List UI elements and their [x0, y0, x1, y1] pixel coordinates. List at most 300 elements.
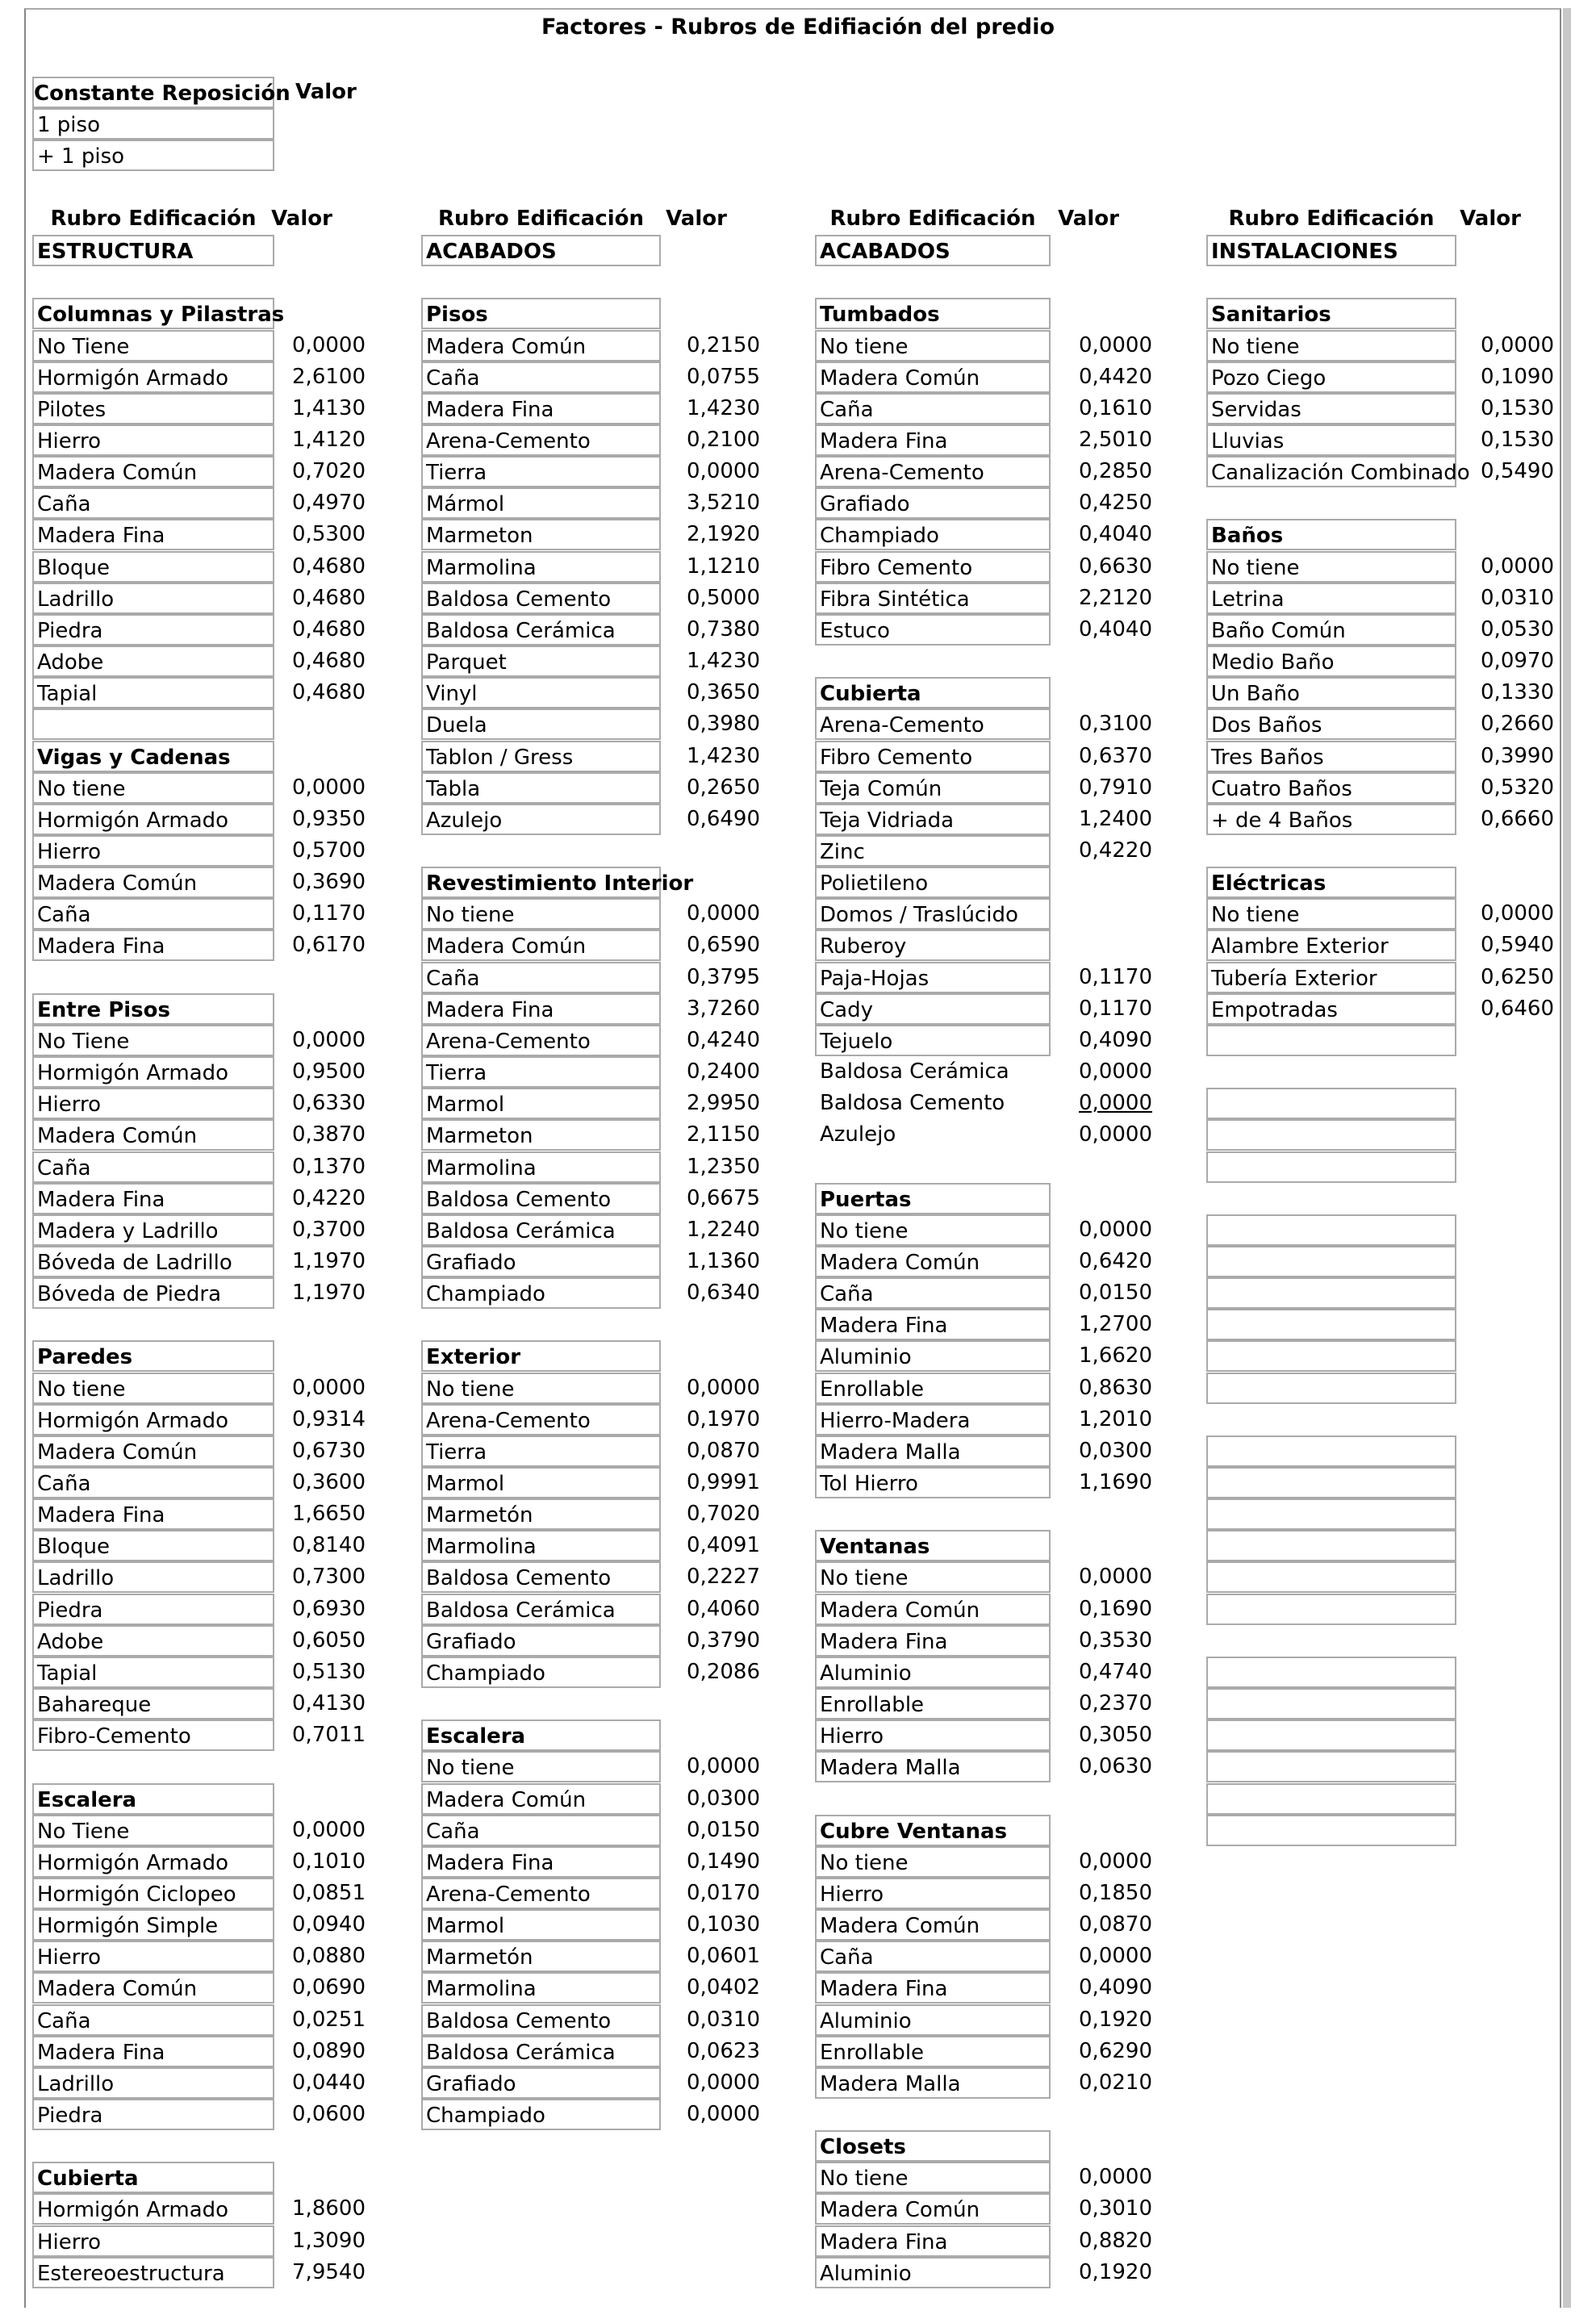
empty-cell: [1206, 1373, 1456, 1404]
table-row-label: Madera Común: [421, 930, 661, 961]
table-row-value: 0,0630: [1079, 1754, 1152, 1778]
empty-cell: [1206, 1530, 1456, 1561]
category-acabados: ACABADOS: [815, 235, 1051, 266]
table-row-label: Marmol: [421, 1467, 661, 1498]
section-sanitarios: Sanitarios: [1206, 298, 1456, 329]
empty-cell: [1206, 1783, 1456, 1815]
constante-row-1: 1 piso: [32, 108, 274, 140]
table-row-label: Hierro-Madera: [815, 1404, 1051, 1435]
table-row-value: 0,4040: [1079, 522, 1152, 546]
table-row-value: 0,1530: [1481, 396, 1554, 420]
empty-cell: [1206, 1025, 1456, 1056]
empty-cell: [1206, 1688, 1456, 1720]
table-row-value: 1,2350: [687, 1155, 760, 1179]
table-row-value: 0,2227: [687, 1565, 760, 1589]
table-row-value: 0,6630: [1079, 554, 1152, 579]
table-row-label: Arena-Cemento: [815, 708, 1051, 740]
table-row-label: Pozo Ciego: [1206, 361, 1456, 393]
table-row-value: 1,1970: [292, 1281, 366, 1305]
table-row-label: Hormigón Armado: [32, 1056, 274, 1088]
table-row-value: 0,1690: [1079, 1597, 1152, 1621]
table-row-label: Madera Común: [815, 361, 1051, 393]
table-row-value: 1,2400: [1079, 807, 1152, 831]
table-row-label: Marmol: [421, 1909, 661, 1941]
table-row-label: Enrollable: [815, 2036, 1051, 2067]
table-row-value: 0,0000: [1079, 1849, 1152, 1874]
table-row-value: 0,3010: [1079, 2196, 1152, 2221]
table-row-value: 0,0300: [687, 1786, 760, 1811]
table-row-value: 0,2150: [687, 333, 760, 357]
table-row-label: Arena-Cemento: [421, 1404, 661, 1435]
table-row-label: Tablon / Gress: [421, 741, 661, 772]
table-row-value: 0,5000: [687, 586, 760, 610]
table-row-label: Madera Común: [32, 1119, 274, 1151]
table-row-label: No tiene: [815, 2162, 1051, 2193]
table-row-value: 0,3530: [1079, 1628, 1152, 1653]
table-row-value: 3,7260: [687, 997, 760, 1021]
empty-cell: [1206, 1815, 1456, 1846]
table-row-value: 0,6050: [292, 1628, 366, 1653]
table-row-label: Servidas: [1206, 393, 1456, 424]
table-row-value: 0,4090: [1079, 1975, 1152, 2000]
table-row-value: 0,1170: [1079, 965, 1152, 989]
section-paredes: Paredes: [32, 1340, 274, 1372]
table-row-value: 0,2086: [687, 1660, 760, 1684]
table-row-value: 0,0170: [687, 1881, 760, 1905]
section-electricas: Eléctricas: [1206, 867, 1456, 898]
table-row-value: 0,6675: [687, 1186, 760, 1210]
table-row-label: Letrina: [1206, 583, 1456, 614]
table-row-label: Grafiado: [421, 1246, 661, 1277]
column-header-valor: Valor: [271, 207, 332, 231]
table-row-value: 0,0870: [1079, 1912, 1152, 1937]
table-row-value: 1,2010: [1079, 1407, 1152, 1431]
table-row-label: No tiene: [815, 1561, 1051, 1593]
table-row-value: 0,6490: [687, 807, 760, 831]
table-row-value: 0,7300: [292, 1565, 366, 1589]
table-row-value: 0,4680: [292, 617, 366, 641]
table-row-label: Caña: [32, 2004, 274, 2036]
table-row-value: 1,3090: [292, 2229, 366, 2253]
table-row-label: Tubería Exterior: [1206, 962, 1456, 993]
table-row-value: 0,0000: [1481, 901, 1554, 926]
table-row-value: 0,2850: [1079, 459, 1152, 483]
table-row-value: 0,7011: [292, 1723, 366, 1747]
table-row-label: Fibra Sintética: [815, 583, 1051, 614]
table-row-value: 0,0880: [292, 1944, 366, 1968]
table-row-value: 0,1920: [1079, 2260, 1152, 2284]
table-row-value: 0,4220: [292, 1186, 366, 1210]
constante-value-header: Valor: [295, 80, 357, 104]
category-instalaciones: INSTALACIONES: [1206, 235, 1456, 266]
section-vigas-y-cadenas: Vigas y Cadenas: [32, 741, 274, 772]
table-row-label: Tres Baños: [1206, 741, 1456, 772]
table-row-value: 0,1090: [1481, 365, 1554, 389]
empty-cell: [1206, 1467, 1456, 1498]
table-row-value: 0,6590: [687, 933, 760, 957]
table-row-label: Marmetón: [421, 1941, 661, 1972]
table-row-label: Tierra: [421, 456, 661, 487]
table-row-label: Alambre Exterior: [1206, 930, 1456, 961]
table-row-value: 0,5320: [1481, 775, 1554, 800]
table-row-label: Champiado: [815, 519, 1051, 550]
table-row-label: Madera Fina: [815, 2225, 1051, 2257]
table-row-value: 1,6650: [292, 1502, 366, 1526]
table-row-value: 0,1850: [1079, 1881, 1152, 1905]
table-row-label: Hormigón Simple: [32, 1909, 274, 1941]
table-row-label: Adobe: [32, 1625, 274, 1657]
section-columnas-y-pilastras: Columnas y Pilastras: [32, 298, 274, 329]
table-row-label: Cady: [815, 993, 1051, 1025]
table-row-label: Enrollable: [815, 1373, 1051, 1404]
table-row-value: 0,9500: [292, 1059, 366, 1084]
table-row-value: 0,4250: [1079, 491, 1152, 515]
table-row-value: 0,6930: [292, 1597, 366, 1621]
table-row-value: 0,3790: [687, 1628, 760, 1653]
table-row-label: No tiene: [32, 1373, 274, 1404]
table-row-label: Aluminio: [815, 1657, 1051, 1688]
table-row-value: 1,2700: [1079, 1312, 1152, 1336]
table-row-label: Baldosa Cemento: [421, 583, 661, 614]
table-row-value: 1,4230: [687, 396, 760, 420]
table-row-label: Champiado: [421, 2099, 661, 2130]
table-row-value: 0,0440: [292, 2071, 366, 2095]
table-row-value: 0,0000: [687, 459, 760, 483]
table-row-value: 0,7380: [687, 617, 760, 641]
table-row-label: No tiene: [815, 1214, 1051, 1246]
table-row-label: Azulejo: [421, 804, 661, 835]
section-revestimiento-interior: Revestimiento Interior: [421, 867, 661, 898]
table-row-label: Piedra: [32, 614, 274, 646]
table-row-value: 0,1370: [292, 1155, 366, 1179]
table-row-value: 0,0000: [687, 1376, 760, 1400]
table-row-value: 0,0000: [292, 1376, 366, 1400]
table-row-value: 0,7910: [1079, 775, 1152, 800]
table-row-value: 0,0210: [1079, 2071, 1152, 2095]
table-row-value: 0,9991: [687, 1470, 760, 1494]
table-row-value: 0,0755: [687, 365, 760, 389]
table-row-label: Caña: [32, 898, 274, 930]
table-row-label: Baldosa Cemento: [421, 1561, 661, 1593]
table-row-value: 0,0150: [1079, 1281, 1152, 1305]
table-row-value: 0,6460: [1481, 997, 1554, 1021]
table-row-value: 0,0000: [1481, 333, 1554, 357]
table-row-label: Madera Común: [815, 1246, 1051, 1277]
table-row-label: Hormigón Armado: [32, 1404, 274, 1435]
table-row-value: 1,2240: [687, 1218, 760, 1242]
table-row-label: Madera y Ladrillo: [32, 1214, 274, 1246]
table-row-value: 0,3990: [1481, 744, 1554, 768]
table-row-label: No Tiene: [32, 330, 274, 361]
table-row-value: 0,6730: [292, 1439, 366, 1463]
table-row-label: Madera Común: [32, 456, 274, 487]
table-row-value: 1,4130: [292, 396, 366, 420]
table-row-label: Madera Fina: [815, 1972, 1051, 2004]
table-row-label: Piedra: [32, 2099, 274, 2130]
table-row-value: 0,0623: [687, 2039, 760, 2063]
table-row-label: Arena-Cemento: [421, 424, 661, 456]
table-row-value: 0,0000: [687, 1754, 760, 1778]
empty-cell: [1206, 1151, 1456, 1183]
table-row-label: Estuco: [815, 614, 1051, 646]
table-row-value: 0,9350: [292, 807, 366, 831]
table-row-label: Caña: [32, 1467, 274, 1498]
table-row-value: 7,9540: [292, 2260, 366, 2284]
table-row-value: 0,3980: [687, 712, 760, 736]
table-row-value: 0,1030: [687, 1912, 760, 1937]
table-row-value: 0,0000: [1079, 1091, 1152, 1115]
table-row-value: 0,3870: [292, 1122, 366, 1147]
table-row-value: 0,6330: [292, 1091, 366, 1115]
table-row-label: No Tiene: [32, 1025, 274, 1056]
table-row-value: 0,0000: [1079, 1059, 1152, 1084]
table-row-label: Hormigón Armado: [32, 2193, 274, 2225]
table-row-value: 0,0970: [1481, 649, 1554, 673]
table-row-label: Fibro-Cemento: [32, 1720, 274, 1751]
table-row-label: No tiene: [421, 1373, 661, 1404]
column-header-rubro: Rubro Edificación: [829, 207, 1036, 231]
section-exterior: Exterior: [421, 1340, 661, 1372]
table-row-label: Marmolina: [421, 1530, 661, 1561]
table-row-value: 0,4090: [1079, 1028, 1152, 1052]
table-row-label: Cuatro Baños: [1206, 772, 1456, 804]
table-row-label: Madera Fina: [815, 1625, 1051, 1657]
table-row-label: Vinyl: [421, 677, 661, 708]
table-row-value: 1,4230: [687, 744, 760, 768]
table-row-label: Grafiado: [815, 487, 1051, 519]
table-row-value: 0,5940: [1481, 933, 1554, 957]
table-row-value: 0,6660: [1481, 807, 1554, 831]
column-header-valor: Valor: [1058, 207, 1119, 231]
table-row-label: Baldosa Cemento: [820, 1091, 1005, 1115]
table-row-label: No tiene: [815, 330, 1051, 361]
table-row-value: 0,0530: [1481, 617, 1554, 641]
table-row-label: Caña: [32, 487, 274, 519]
table-row-value: 0,4680: [292, 554, 366, 579]
table-row-label: Ladrillo: [32, 2067, 274, 2099]
table-row-value: 0,1010: [292, 1849, 366, 1874]
table-row-label: Ladrillo: [32, 583, 274, 614]
table-row-value: 0,3690: [292, 870, 366, 894]
table-row-value: 1,1360: [687, 1249, 760, 1273]
empty-cell: [1206, 1720, 1456, 1751]
table-row-label: Adobe: [32, 646, 274, 677]
table-row-value: 0,8630: [1079, 1376, 1152, 1400]
table-row-label: Arena-Cemento: [421, 1025, 661, 1056]
section-cubre-ventanas: Cubre Ventanas: [815, 1815, 1051, 1846]
table-row-label: Lluvias: [1206, 424, 1456, 456]
table-row-label: Madera Común: [32, 867, 274, 898]
table-row-value: 0,4240: [687, 1028, 760, 1052]
column-header-valor: Valor: [666, 207, 727, 231]
category-acabados: ACABADOS: [421, 235, 661, 266]
table-row-value: 0,5300: [292, 522, 366, 546]
table-row-value: 0,0000: [687, 2071, 760, 2095]
table-row-label: + de 4 Baños: [1206, 804, 1456, 835]
table-row-label: Madera Común: [421, 330, 661, 361]
table-row-value: 0,1170: [292, 901, 366, 926]
table-row-value: 0,3795: [687, 965, 760, 989]
table-row-label: Zinc: [815, 835, 1051, 867]
section-closets: Closets: [815, 2130, 1051, 2162]
table-row-label: Madera Común: [815, 1594, 1051, 1625]
table-row-value: 1,8600: [292, 2196, 366, 2221]
table-row-label: No tiene: [815, 1846, 1051, 1878]
empty-cell: [1206, 1751, 1456, 1782]
section-cubierta: Cubierta: [32, 2162, 274, 2193]
table-row-label: Madera Fina: [421, 993, 661, 1025]
table-row-value: 0,2650: [687, 775, 760, 800]
table-row-value: 1,1210: [687, 554, 760, 579]
column-header-rubro: Rubro Edificación: [437, 207, 645, 231]
column-header-rubro: Rubro Edificación: [50, 207, 257, 231]
table-row-label: Hierro: [32, 1941, 274, 1972]
table-row-label: Baldosa Cerámica: [421, 1214, 661, 1246]
table-row-value: 0,0000: [687, 901, 760, 926]
table-row-value: 0,3650: [687, 680, 760, 704]
table-row-label: Hierro: [32, 424, 274, 456]
table-row-label: Madera Común: [32, 1435, 274, 1467]
table-row-label: Hierro: [32, 835, 274, 867]
table-row-value: 0,5700: [292, 838, 366, 863]
table-row-label: Piedra: [32, 1594, 274, 1625]
table-row-label: Bloque: [32, 551, 274, 583]
table-row-label: Caña: [815, 1277, 1051, 1309]
table-row-value: 0,2100: [687, 428, 760, 452]
table-row-value: 0,0000: [292, 775, 366, 800]
table-row-label: Un Baño: [1206, 677, 1456, 708]
table-row-label: Marmetón: [421, 1498, 661, 1530]
section-pisos: Pisos: [421, 298, 661, 329]
table-row-value: 0,8140: [292, 1533, 366, 1557]
table-row-value: 0,0851: [292, 1881, 366, 1905]
table-row-label: Caña: [421, 962, 661, 993]
section-entre-pisos: Entre Pisos: [32, 993, 274, 1025]
table-row-label: Arena-Cemento: [815, 456, 1051, 487]
table-row-value: 0,3100: [1079, 712, 1152, 736]
table-row-label: Madera Fina: [32, 2036, 274, 2067]
table-row-value: 0,4970: [292, 491, 366, 515]
table-row-label: Arena-Cemento: [421, 1878, 661, 1909]
table-row-label: Caña: [421, 361, 661, 393]
table-row-value: 0,4091: [687, 1533, 760, 1557]
table-row-label: Estereoestructura: [32, 2257, 274, 2288]
table-row-value: 0,0890: [292, 2039, 366, 2063]
table-row-label: Madera Común: [421, 1783, 661, 1815]
empty-cell: [1206, 1214, 1456, 1246]
column-header-rubro: Rubro Edificación: [1228, 207, 1435, 231]
table-row-value: 0,4680: [292, 649, 366, 673]
empty-cell: [1206, 1561, 1456, 1593]
table-row-value: 0,4680: [292, 680, 366, 704]
table-row-label: Madera Común: [815, 2193, 1051, 2225]
table-row-label: Enrollable: [815, 1688, 1051, 1720]
table-row-value: 0,1330: [1481, 680, 1554, 704]
table-row-label: Baldosa Cerámica: [421, 2036, 661, 2067]
table-row-label: Aluminio: [815, 2257, 1051, 2288]
table-row-value: 0,0000: [1079, 1944, 1152, 1968]
table-row-label: Madera Fina: [421, 1846, 661, 1878]
table-row-label: Madera Fina: [421, 393, 661, 424]
table-row-value: 2,5010: [1079, 428, 1152, 452]
table-row-label: Aluminio: [815, 2004, 1051, 2036]
table-row-label: Caña: [815, 393, 1051, 424]
table-row-value: 0,1490: [687, 1849, 760, 1874]
table-row-label: No tiene: [32, 772, 274, 804]
table-row-value: 0,0310: [687, 2008, 760, 2032]
table-row-label: Madera Fina: [815, 424, 1051, 456]
table-row-label: Duela: [421, 708, 661, 740]
table-row-value: 0,6340: [687, 1281, 760, 1305]
empty-cell: [1206, 1309, 1456, 1340]
empty-cell: [1206, 1340, 1456, 1372]
table-row-label: Baldosa Cemento: [421, 1183, 661, 1214]
table-row-label: Madera Malla: [815, 1751, 1051, 1782]
table-row-value: 0,8820: [1079, 2229, 1152, 2253]
table-row-label: Marmolina: [421, 551, 661, 583]
section-puertas: Puertas: [815, 1183, 1051, 1214]
column-header-valor: Valor: [1460, 207, 1521, 231]
table-row-label: Caña: [815, 1941, 1051, 1972]
table-row-label: Madera Malla: [815, 2067, 1051, 2099]
table-row-label: Polietileno: [815, 867, 1051, 898]
table-row-value: 1,1970: [292, 1249, 366, 1273]
empty-cell: [1206, 1277, 1456, 1309]
table-row-label: Teja Común: [815, 772, 1051, 804]
table-row-label: Ruberoy: [815, 930, 1051, 961]
section-banos: Baños: [1206, 519, 1456, 550]
table-row-label: Tol Hierro: [815, 1467, 1051, 1498]
table-row-value: 2,1920: [687, 522, 760, 546]
table-row-value: 1,1690: [1079, 1470, 1152, 1494]
table-row-label: Azulejo: [820, 1122, 896, 1147]
table-row-value: 0,4060: [687, 1597, 760, 1621]
table-row-label: Bóveda de Ladrillo: [32, 1246, 274, 1277]
table-row-value: 0,1920: [1079, 2008, 1152, 2032]
empty-cell: [1206, 1435, 1456, 1467]
table-row-value: 0,6170: [292, 933, 366, 957]
table-row-label: Madera Fina: [32, 930, 274, 961]
table-row-label: Hierro: [32, 2225, 274, 2257]
table-row-label: No tiene: [1206, 551, 1456, 583]
table-row-label: Grafiado: [421, 1625, 661, 1657]
empty-cell: [1206, 1594, 1456, 1625]
table-row-label: Marmeton: [421, 1119, 661, 1151]
table-row-value: 0,0000: [1079, 2165, 1152, 2189]
table-row-value: 0,0870: [687, 1439, 760, 1463]
table-row-value: 0,0000: [1481, 554, 1554, 579]
table-row-value: 0,1610: [1079, 396, 1152, 420]
table-row-label: Hormigón Armado: [32, 361, 274, 393]
table-row-value: 0,0000: [292, 1818, 366, 1842]
table-row-label: Canalización Combinado: [1206, 456, 1456, 487]
table-row-value: 0,3600: [292, 1470, 366, 1494]
table-row-value: 0,0000: [1079, 333, 1152, 357]
table-row-value: 0,7020: [687, 1502, 760, 1526]
table-row-label: Pilotes: [32, 393, 274, 424]
empty-cell: [32, 708, 274, 740]
empty-cell: [1206, 1498, 1456, 1530]
table-row-value: 0,0000: [1079, 1565, 1152, 1589]
table-row-value: 2,2120: [1079, 586, 1152, 610]
table-row-label: No tiene: [421, 898, 661, 930]
table-row-label: Fibro Cemento: [815, 551, 1051, 583]
empty-cell: [1206, 1657, 1456, 1688]
table-row-label: Tierra: [421, 1435, 661, 1467]
table-row-label: Parquet: [421, 646, 661, 677]
table-row-label: No Tiene: [32, 1815, 274, 1846]
table-row-label: Marmeton: [421, 519, 661, 550]
